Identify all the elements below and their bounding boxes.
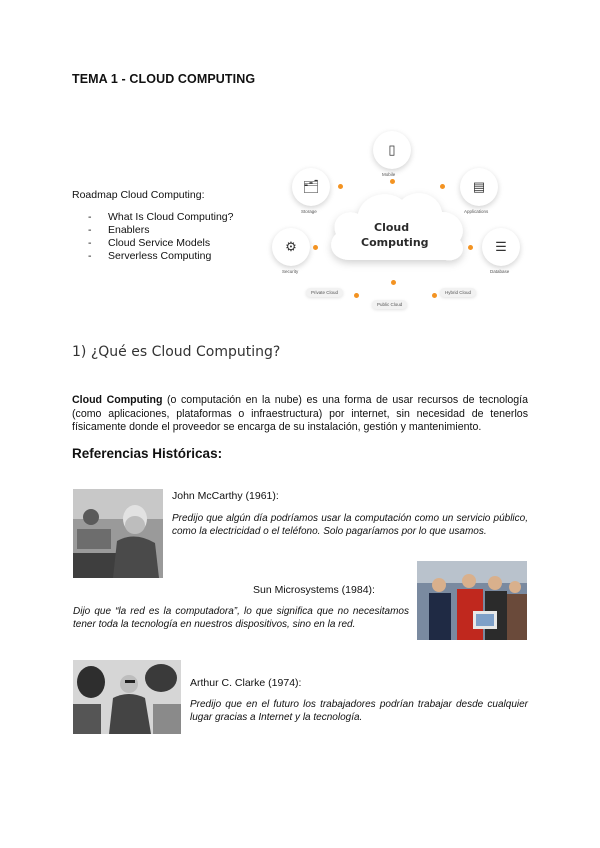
reference-quote: Predijo que en el futuro los trabajadores podrían trabajar desde cualquier lugar gracias a Internet y la tecnología. bbox=[190, 699, 528, 723]
roadmap-item: - Enablers bbox=[86, 224, 233, 237]
private-cloud-pill: Private Cloud bbox=[306, 288, 343, 297]
connector-dot bbox=[440, 184, 445, 189]
connector-dot bbox=[338, 184, 343, 189]
security-icon: ⚙ bbox=[272, 228, 310, 266]
reference-quote: Dijo que “la red es la computadora”, lo que significa que no necesitamos tener toda la tecnología en nuestros dispositivos, sino en la red. bbox=[73, 606, 409, 630]
reference-name: John McCarthy (1961): bbox=[172, 490, 279, 502]
page-title: TEMA 1 - CLOUD COMPUTING bbox=[72, 72, 256, 86]
roadmap-item: - What Is Cloud Computing? bbox=[86, 211, 233, 224]
hybrid-cloud-pill: Hybrid Cloud bbox=[440, 288, 476, 297]
connector-dot bbox=[313, 245, 318, 250]
mobile-icon: ▯ bbox=[373, 131, 411, 169]
public-cloud-pill: Public Cloud bbox=[372, 300, 407, 309]
reference-name: Sun Microsystems (1984): bbox=[253, 584, 375, 596]
node-label-security: Security bbox=[282, 269, 299, 274]
connector-dot bbox=[354, 293, 359, 298]
node-label-database: Database bbox=[490, 269, 510, 274]
sun-microsystems-photo bbox=[417, 561, 527, 640]
definition-text: (o computación en la nube) es una forma de usar recursos de tecnología (como aplicaciones, plataformas o infraestructura) por internet, sin necesidad de tenerlos físicamente donde el proveedor se encarga de su instalación, gestión y mantenimiento. bbox=[72, 394, 528, 433]
connector-dot bbox=[468, 245, 473, 250]
connector-dot bbox=[391, 280, 396, 285]
cloud-computing-diagram bbox=[268, 128, 528, 320]
connector-dot bbox=[432, 293, 437, 298]
john-mccarthy-photo bbox=[73, 489, 163, 578]
node-label-storage: Storage bbox=[301, 209, 317, 214]
database-icon: ☰ bbox=[482, 228, 520, 266]
connector-dot bbox=[390, 179, 395, 184]
applications-icon: ▤ bbox=[460, 168, 498, 206]
reference-name: Arthur C. Clarke (1974): bbox=[190, 677, 302, 689]
roadmap-title: Roadmap Cloud Computing: bbox=[72, 189, 205, 201]
definition-paragraph bbox=[72, 394, 528, 435]
roadmap-item: - Cloud Service Models bbox=[86, 237, 233, 250]
arthur-clarke-photo bbox=[73, 660, 181, 734]
center-label-2: Computing bbox=[361, 236, 429, 249]
definition-term: Cloud Computing bbox=[72, 394, 163, 406]
section-heading: 1) ¿Qué es Cloud Computing? bbox=[72, 344, 281, 360]
storage-icon: 🗂 bbox=[292, 168, 330, 206]
references-heading: Referencias Históricas: bbox=[72, 446, 223, 461]
roadmap-list bbox=[86, 211, 233, 263]
node-label-mobile: Mobile bbox=[382, 172, 396, 177]
reference-quote: Predijo que algún día podríamos usar la computación como un servicio público, como la electricidad o el teléfono. Solo pagaríamos por lo que usamos. bbox=[172, 513, 528, 537]
roadmap-item: - Serverless Computing bbox=[86, 250, 233, 263]
center-label-1: Cloud bbox=[374, 221, 410, 234]
node-label-applications: Applications bbox=[464, 209, 489, 214]
